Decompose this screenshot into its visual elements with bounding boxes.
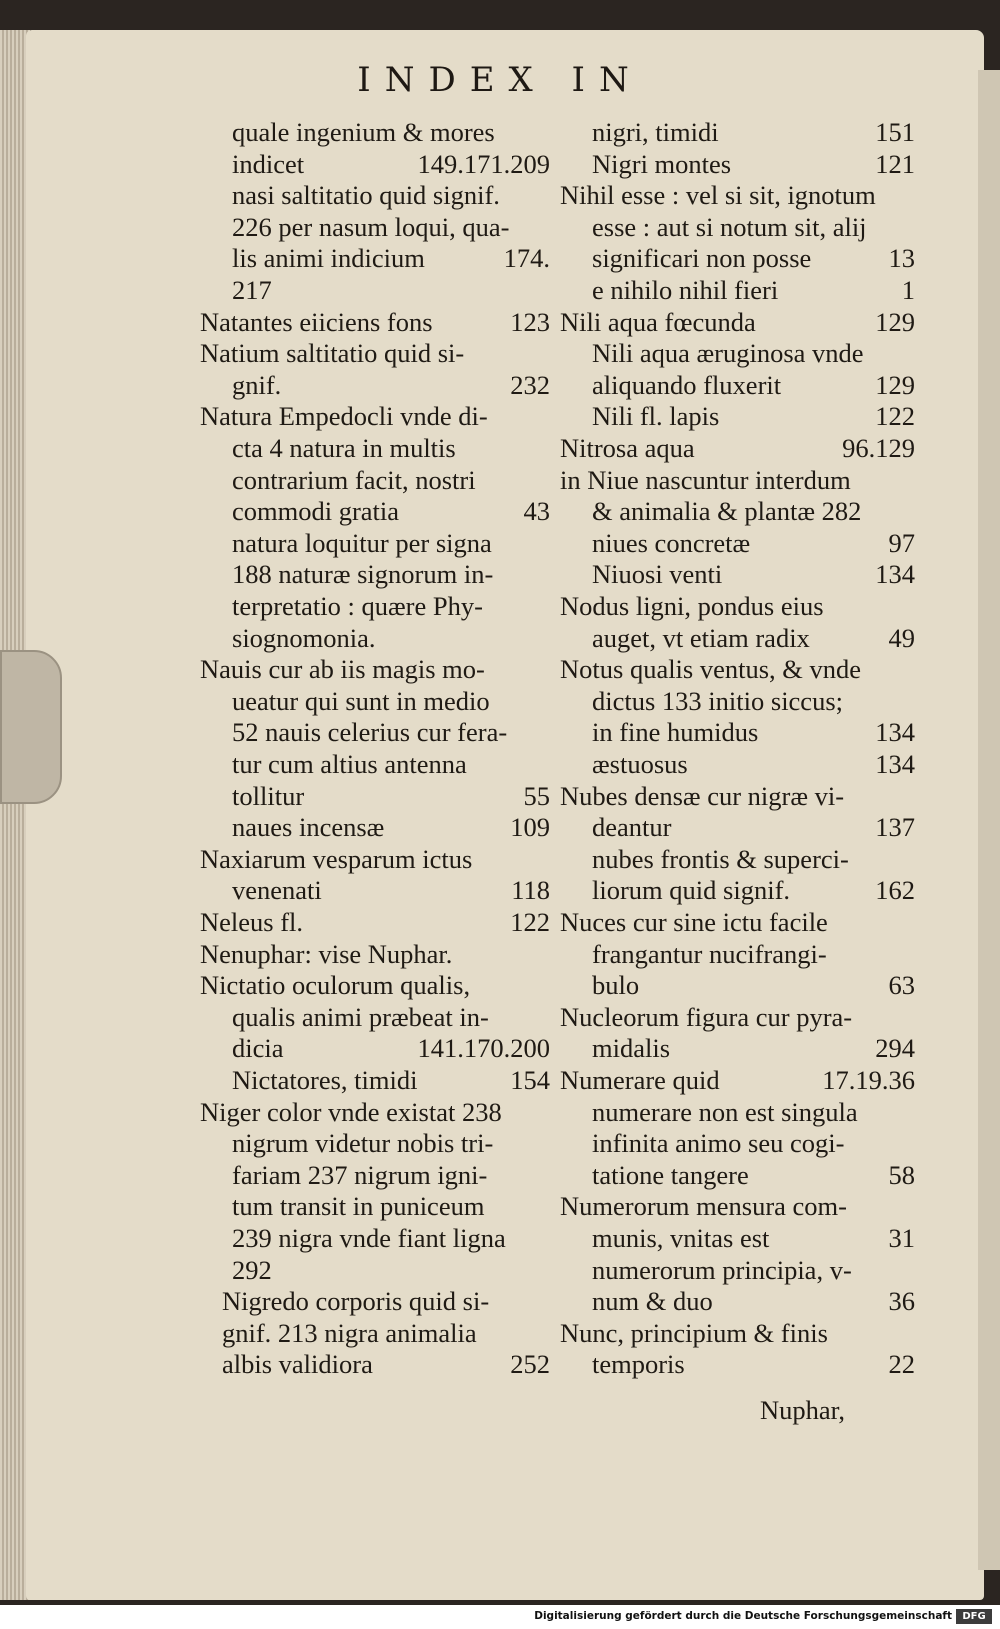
index-entry — [200, 685, 550, 718]
index-entry — [200, 558, 550, 591]
index-entry-text: 226 per nasum loqui, qua- — [232, 211, 510, 242]
index-entry-text: num & duo — [592, 1286, 713, 1317]
index-entry — [560, 527, 915, 560]
facing-page-edge — [978, 70, 1000, 1570]
index-entry — [200, 811, 550, 844]
index-entry — [560, 495, 915, 528]
index-entry-page-ref: 31 — [888, 1223, 915, 1253]
index-entry-page-ref: 151 — [875, 117, 915, 147]
index-entry — [200, 1127, 550, 1160]
index-entry — [560, 464, 915, 497]
index-entry-text: nubes frontis & superci- — [592, 843, 849, 874]
index-entry — [560, 1064, 915, 1097]
index-entry-text: tollitur — [232, 780, 305, 811]
index-entry-text: numerorum principia, v- — [592, 1254, 852, 1285]
footer-bar — [0, 1605, 1000, 1629]
index-entry — [560, 400, 915, 433]
index-entry-text: Nodus ligni, pondus eius — [560, 591, 824, 621]
index-entry-text: esse : aut si notum sit, alij — [592, 211, 867, 242]
index-entry-text: deantur — [592, 812, 672, 843]
index-entry-text: in Niue nascuntur interdum — [560, 464, 851, 495]
index-entry-text: niues concretæ — [592, 527, 751, 558]
index-entry-page-ref: 43 — [523, 496, 550, 527]
index-entry-text: Nigri montes — [592, 148, 732, 179]
index-entry-text: significari non posse — [592, 243, 812, 274]
index-entry-text: temporis — [592, 1349, 685, 1380]
index-entry-text: gnif. — [232, 369, 282, 400]
index-entry — [560, 432, 915, 465]
index-entry-text: e nihilo nihil fieri — [592, 275, 779, 305]
index-entry — [200, 938, 550, 971]
index-entry — [200, 1190, 550, 1223]
index-entry-page-ref: 109 — [510, 812, 550, 843]
index-entry-page-ref: 252 — [510, 1349, 550, 1380]
index-entry-text: munis, vnitas est — [592, 1223, 770, 1253]
index-entry-page-ref: 134 — [875, 559, 915, 590]
index-entry — [200, 1317, 550, 1350]
index-entry-text: Niger color vnde existat 238 — [200, 1096, 502, 1127]
index-entry-page-ref: 123 — [510, 306, 550, 337]
index-entry-text: commodi gratia — [232, 496, 400, 527]
index-entry — [200, 1159, 550, 1192]
index-entry-text: Nigredo corporis quid si- — [222, 1286, 490, 1317]
index-entry-text: terpretatio : quære Phy- — [232, 591, 483, 621]
index-entry-text: Niuosi venti — [592, 559, 723, 590]
index-entry-text: natura loquitur per signa — [232, 527, 492, 558]
index-entry-text: nigri, timidi — [592, 117, 719, 147]
index-entry — [200, 1222, 550, 1255]
index-entry-text: infinita animo seu cogi- — [592, 1128, 845, 1159]
index-entry — [200, 969, 550, 1002]
index-entry — [560, 653, 915, 686]
index-entry — [560, 969, 915, 1002]
index-entry-text: midalis — [592, 1033, 671, 1064]
index-entry — [560, 780, 915, 813]
index-entry-page-ref: 122 — [510, 907, 550, 937]
index-entry-text: in fine humidus — [592, 717, 759, 748]
index-entry — [560, 1285, 915, 1318]
index-entry-page-ref: 149.171.209 — [417, 148, 550, 179]
index-entry — [200, 843, 550, 876]
index-entry-text: Nili aqua fœcunda — [560, 306, 756, 337]
index-entry — [560, 874, 915, 907]
index-entry — [200, 1096, 550, 1129]
catchword: Nuphar, — [760, 1395, 846, 1425]
index-entry-text: Nauis cur ab iis magis mo- — [200, 654, 485, 685]
index-entry-text: 292 — [232, 1254, 272, 1285]
index-entry — [560, 274, 915, 307]
index-entry-text: dicia — [232, 1033, 284, 1064]
index-entry-text: tur cum altius antenna — [232, 749, 467, 779]
index-entry — [560, 1190, 915, 1223]
index-entry-text: & animalia & plantæ 282 — [592, 496, 862, 527]
index-entry-page-ref: 97 — [888, 527, 915, 558]
index-entry-page-ref: 13 — [888, 243, 915, 274]
index-entry-text: Numerare quid — [560, 1065, 720, 1095]
index-entry-text: bulo — [592, 970, 640, 1001]
index-entry-text: siognomonia. — [232, 622, 376, 653]
index-entry — [560, 369, 915, 402]
index-entry-text: 239 nigra vnde fiant ligna — [232, 1223, 506, 1253]
index-entry-text: liorum quid signif. — [592, 875, 791, 906]
index-entry — [560, 1317, 915, 1350]
index-entry — [560, 148, 915, 181]
index-entry-page-ref: 134 — [875, 717, 915, 748]
index-entry — [200, 780, 550, 813]
index-entry — [200, 306, 550, 339]
index-entry — [560, 1096, 915, 1129]
index-entry-text: Natantes eiiciens fons — [200, 306, 433, 337]
index-entry-text: Naxiarum vesparum ictus — [200, 843, 473, 874]
index-entry-page-ref: 118 — [511, 875, 550, 906]
index-entry — [200, 1064, 550, 1097]
index-entry-text: ueatur qui sunt in medio — [232, 685, 490, 716]
index-entry-text: Nili fl. lapis — [592, 401, 720, 432]
index-entry-page-ref: 49 — [888, 622, 915, 653]
index-entry-text: 52 nauis celerius cur fera- — [232, 717, 508, 748]
index-entry — [560, 716, 915, 749]
index-entry-text: tatione tangere — [592, 1159, 749, 1190]
index-entry — [560, 906, 915, 939]
index-entry — [200, 495, 550, 528]
index-entry-text: nigrum videtur nobis tri- — [232, 1128, 494, 1159]
index-entry — [560, 748, 915, 781]
index-entry-page-ref: 174. — [503, 243, 550, 274]
index-entry-page-ref: 294 — [875, 1033, 915, 1064]
dfg-logo: DFG — [956, 1609, 992, 1624]
index-entry-page-ref: 55 — [523, 780, 550, 811]
index-entry — [200, 1254, 550, 1287]
index-entry-text: Nihil esse : vel si sit, ignotum — [560, 180, 876, 211]
index-entry — [200, 1348, 550, 1381]
index-entry-text: 217 — [232, 275, 272, 305]
index-entry-text: Nitrosa aqua — [560, 433, 695, 463]
index-entry-text: gnif. 213 nigra animalia — [222, 1317, 477, 1348]
index-entry-page-ref: 36 — [888, 1286, 915, 1317]
index-entry-page-ref: 141.170.200 — [417, 1033, 550, 1064]
index-entry — [560, 1348, 915, 1381]
index-entry — [200, 653, 550, 686]
index-entry — [560, 1001, 915, 1034]
index-entry-text: Nuces cur sine ictu facile — [560, 907, 828, 937]
index-entry-text: nasi saltitatio quid signif. — [232, 180, 500, 211]
index-entry-text: venenati — [232, 875, 322, 906]
index-entry — [200, 527, 550, 560]
index-entry — [200, 590, 550, 623]
index-entry — [200, 716, 550, 749]
index-entry-text: Nictatores, timidi — [232, 1065, 418, 1095]
index-entry — [560, 211, 915, 244]
index-entry-page-ref: 63 — [888, 970, 915, 1001]
index-entry-page-ref: 154 — [510, 1065, 550, 1095]
index-entry-text: frangantur nucifrangi- — [592, 938, 827, 969]
index-entry — [200, 179, 550, 212]
index-entry-text: æstuosus — [592, 749, 688, 779]
footer-credit-text: Digitalisierung gefördert durch die Deutsche Forschungsgemeinschaft — [534, 1610, 952, 1622]
index-entry-text: tum transit in puniceum — [232, 1191, 485, 1222]
index-entry-text: Neleus fl. — [200, 907, 304, 937]
index-entry — [200, 906, 550, 939]
index-entry-text: Nunc, principium & finis — [560, 1317, 828, 1348]
index-entry-page-ref: 134 — [875, 749, 915, 779]
index-entry-text: Natura Empedocli vnde di- — [200, 401, 488, 432]
index-entry — [560, 337, 915, 370]
index-entry-text: albis validiora — [222, 1349, 373, 1380]
index-entry — [560, 1032, 915, 1065]
index-entry — [560, 938, 915, 971]
index-entry-page-ref: 129 — [875, 369, 915, 400]
index-entry-page-ref: 96.129 — [842, 433, 915, 463]
index-entry — [560, 811, 915, 844]
index-entry-page-ref: 22 — [888, 1349, 915, 1380]
index-entry-text: indicet — [232, 148, 305, 179]
index-entry-text: Numerorum mensura com- — [560, 1191, 847, 1222]
index-entry-page-ref: 232 — [510, 369, 550, 400]
book-clasp — [0, 650, 62, 804]
index-entry-text: fariam 237 nigrum igni- — [232, 1159, 488, 1190]
index-entry-text: dictus 133 initio siccus; — [592, 685, 843, 716]
index-entry-text: 188 naturæ signorum in- — [232, 559, 494, 590]
index-entry — [560, 179, 915, 212]
index-entry-text: aliquando fluxerit — [592, 369, 782, 400]
index-entry-page-ref: 137 — [875, 812, 915, 843]
index-entry-text: naues incensæ — [232, 812, 385, 843]
index-entry — [200, 337, 550, 370]
index-entry — [560, 558, 915, 591]
index-entry — [560, 1159, 915, 1192]
index-entry — [200, 274, 550, 307]
index-entry-page-ref: 162 — [875, 875, 915, 906]
index-entry-text: Nucleorum figura cur pyra- — [560, 1001, 853, 1032]
index-entry-page-ref: 58 — [888, 1159, 915, 1190]
index-entry-page-ref: 121 — [875, 148, 915, 179]
index-entry — [200, 116, 550, 149]
index-entry — [200, 464, 550, 497]
index-entry-text: auget, vt etiam radix — [592, 622, 810, 653]
index-entry — [200, 369, 550, 402]
index-entry — [200, 400, 550, 433]
index-entry-text: Nubes densæ cur nigræ vi- — [560, 780, 845, 811]
index-entry — [200, 622, 550, 655]
index-entry-text: Nili aqua æruginosa vnde — [592, 338, 864, 369]
index-entry-text: quale ingenium & mores — [232, 117, 495, 147]
index-entry — [200, 748, 550, 781]
index-entry-page-ref: 1 — [901, 275, 915, 305]
index-entry-text: qualis animi præbeat in- — [232, 1001, 489, 1032]
index-entry — [200, 432, 550, 465]
index-entry — [560, 622, 915, 655]
index-entry-page-ref: 122 — [875, 401, 915, 432]
index-entry-text: lis animi indicium — [232, 243, 425, 274]
index-entry — [200, 1285, 550, 1318]
index-entry — [200, 242, 550, 275]
index-entry — [560, 116, 915, 149]
index-entry — [560, 1222, 915, 1255]
index-entry-text: contrarium facit, nostri — [232, 464, 476, 495]
page-header: INDEX IN — [357, 60, 643, 100]
index-entry-text: Nictatio oculorum qualis, — [200, 970, 471, 1001]
index-entry — [200, 874, 550, 907]
index-entry — [560, 685, 915, 718]
index-entry — [560, 306, 915, 339]
index-entry — [560, 1127, 915, 1160]
index-entry — [200, 1032, 550, 1065]
index-entry-text: Natium saltitatio quid si- — [200, 338, 465, 369]
index-entry-text: Nenuphar: vise Nuphar. — [200, 938, 453, 969]
index-entry-text: numerare non est singula — [592, 1096, 858, 1127]
index-entry — [560, 242, 915, 275]
index-entry — [560, 843, 915, 876]
index-entry — [560, 590, 915, 623]
index-entry-text: Notus qualis ventus, & vnde — [560, 654, 862, 685]
index-entry-text: cta 4 natura in multis — [232, 433, 456, 463]
index-entry — [200, 148, 550, 181]
index-entry-page-ref: 129 — [875, 306, 915, 337]
index-entry — [200, 1001, 550, 1034]
index-entry-page-ref: 17.19.36 — [822, 1065, 915, 1095]
index-entry — [560, 1254, 915, 1287]
index-entry — [200, 211, 550, 244]
